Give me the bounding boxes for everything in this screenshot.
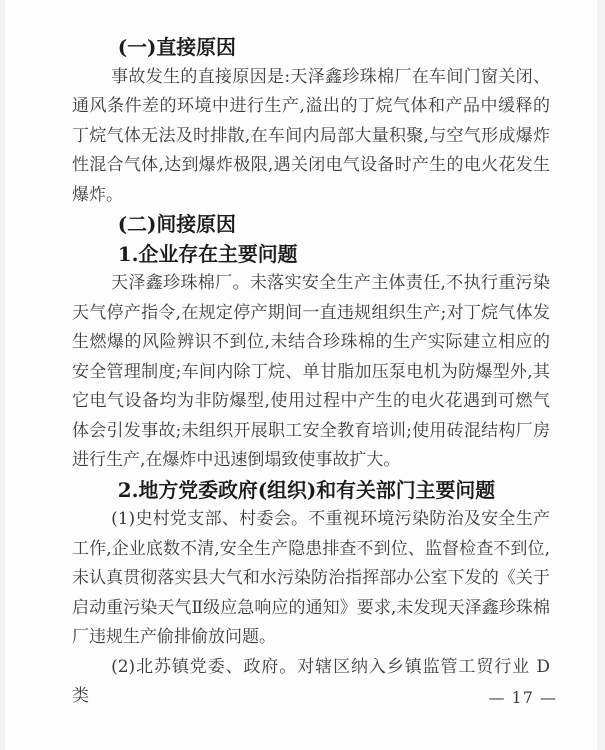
heading-government-problems: 2.地方党委政府(组织)和有关部门主要问题 bbox=[117, 477, 496, 502]
paragraph-town-government: (2)北苏镇党委、政府。对辖区纳入乡镇监管工贸行业 D 类 bbox=[72, 656, 550, 706]
paragraph-enterprise-problems: 天泽鑫珍珠棉厂。未落实安全生产主体责任,不执行重污染天气停产指令,在规定停产期间一直违规组织生产;对丁烷气体发生燃爆的风险辨识不到位,未结合珍珠棉的生产实际建立相应的安全管理制度;车间内除丁烷、单甘脂加压泵电机为防爆型外,其它电气设备均为非防爆型,使用过程中产生的电火花遇到可燃气体会引发事故;未组织开展职工安全教育培训;使用砖混结构厂房进行生产,在爆炸中迅速倒塌致使事故扩大。 bbox=[72, 273, 550, 470]
page-number: — 17 — bbox=[488, 688, 557, 707]
paragraph-village-committee: (1)史村党支部、村委会。不重视环境污染防治及安全生产工作,企业底数不清,安全生产隐患排查不到位、监督检查不到位,未认真贯彻落实县大气和水污染防治指挥部办公室下发的《关于启动重污染天气Ⅱ级应急响应的通知》要求,未发现天泽鑫珍珠棉厂违规生产偷排偷放问题。 bbox=[72, 509, 550, 647]
document-body bbox=[72, 33, 550, 712]
scan-edge-left bbox=[0, 0, 5, 750]
scan-edge-right bbox=[597, 0, 605, 750]
heading-direct-cause: (一)直接原因 bbox=[117, 35, 236, 59]
paragraph-direct-cause: 事故发生的直接原因是:天泽鑫珍珠棉厂在车间门窗关闭、通风条件差的环境中进行生产,溢出的丁烷气体和产品中缓释的丁烷气体无法及时排散,在车间内局部大量积聚,与空气形成爆炸性混合气体,达到爆炸极限,遇关闭电气设备时产生的电火花发生爆炸。 bbox=[72, 66, 550, 205]
heading-indirect-cause: (二)间接原因 bbox=[117, 212, 236, 236]
heading-enterprise-problems: 1.企业存在主要问题 bbox=[117, 241, 298, 266]
